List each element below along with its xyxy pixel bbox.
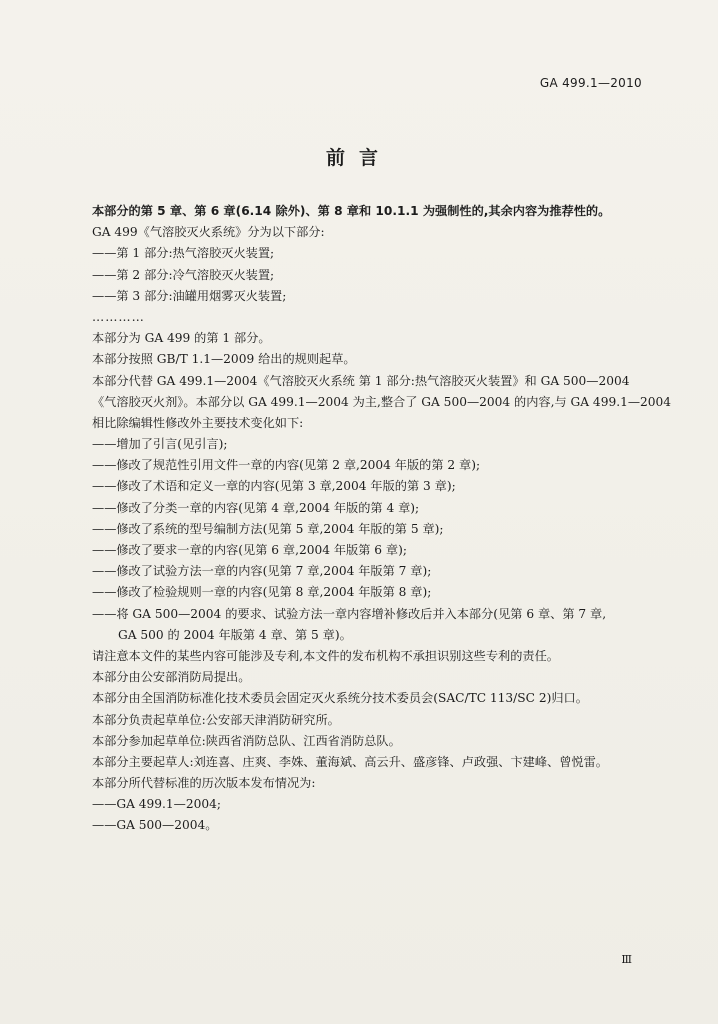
page-title: 前言 (325, 147, 392, 169)
paragraph-line: 本部分代替 GA 499.1—2004《气溶胶灭火系统 第 1 部分:热气溶胶灭火装置》和 GA 500—2004 (92, 373, 630, 388)
paragraph-line: 本部分由公安部消防局提出。 (92, 670, 251, 685)
paragraph-line: GA 499《气溶胶灭火系统》分为以下部分: (92, 225, 325, 240)
paragraph-line: 《气溶胶灭火剂》。本部分以 GA 499.1—2004 为主,整合了 GA 500—2004 的内容,与 GA 499.1—2004 (92, 394, 672, 409)
list-item: ——修改了要求一章的内容(见第 6 章,2004 年版第 6 章); (92, 543, 407, 557)
list-item: ——第 1 部分:热气溶胶灭火装置; (92, 246, 275, 261)
list-item: ——修改了试验方法一章的内容(见第 7 章,2004 年版第 7 章); (92, 564, 432, 579)
paragraph-line: 本部分参加起草单位:陕西省消防总队、江西省消防总队。 (92, 733, 401, 748)
list-item: ——GA 500—2004。 (92, 818, 218, 833)
list-item: ——修改了规范性引用文件一章的内容(见第 2 章,2004 年版的第 2 章); (92, 458, 481, 473)
list-item: ——第 2 部分:冷气溶胶灭火装置; (92, 267, 275, 282)
list-item: ——修改了分类一章的内容(见第 4 章,2004 年版的第 4 章); (92, 500, 420, 515)
standard-code: GA 499.1—2010 (539, 76, 642, 90)
paragraph-line: 本部分为 GA 499 的第 1 部分。 (92, 331, 271, 346)
paragraph-line: 本部分由全国消防标准化技术委员会固定灭火系统分技术委员会(SAC/TC 113/SC 2)归口。 (92, 691, 588, 706)
list-item-continuation: GA 500 的 2004 年版第 4 章、第 5 章)。 (118, 627, 352, 642)
list-item: ——将 GA 500—2004 的要求、试验方法一章内容增补修改后并入本部分(见第 6 章、第 7 章, (92, 606, 607, 621)
mandatory-clause-statement: 本部分的第 5 章、第 6 章(6.14 除外)、第 8 章和 10.1.1 为强制性的,其余内容为推荐性的。 (92, 204, 611, 218)
paragraph-line: 相比除编辑性修改外主要技术变化如下: (92, 415, 304, 430)
list-item: ——第 3 部分:油罐用烟雾灭火装置; (92, 288, 287, 303)
ellipsis-line: ………… (92, 309, 145, 324)
page-number: Ⅲ (621, 953, 632, 966)
patent-notice: 请注意本文件的某些内容可能涉及专利,本文件的发布机构不承担识别这些专利的责任。 (92, 648, 559, 663)
paragraph-line: 本部分负责起草单位:公安部天津消防研究所。 (92, 712, 340, 727)
list-item: ——修改了术语和定义一章的内容(见第 3 章,2004 年版的第 3 章); (92, 479, 456, 494)
paragraph-line: 本部分主要起草人:刘连喜、庄爽、李姝、董海斌、高云升、盛彦锋、卢政强、卞建峰、曾悦雷。 (92, 754, 608, 769)
paragraph-line: 本部分所代替标准的历次版本发布情况为: (92, 776, 316, 791)
list-item: ——GA 499.1—2004; (92, 797, 221, 812)
list-item: ——增加了引言(见引言); (92, 437, 228, 452)
list-item: ——修改了系统的型号编制方法(见第 5 章,2004 年版的第 5 章); (92, 521, 444, 536)
paragraph-line: 本部分按照 GB/T 1.1—2009 给出的规则起草。 (92, 352, 356, 367)
foreword-body (92, 201, 672, 837)
list-item: ——修改了检验规则一章的内容(见第 8 章,2004 年版第 8 章); (92, 585, 432, 600)
